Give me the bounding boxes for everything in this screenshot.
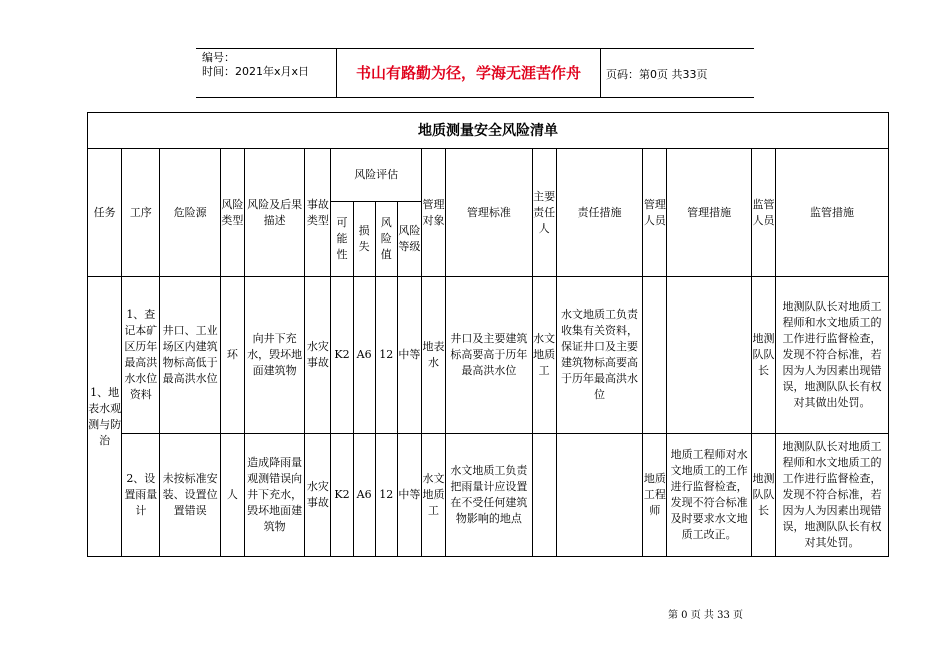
main-resp-cell: 水文地质工 [532,277,556,434]
page-footer: 第 0 页 共 33 页 [668,610,743,621]
table-title: 地质测量安全风险清单 [88,113,889,149]
header-hazard: 危险源 [160,149,220,277]
header-task: 任务 [88,149,122,277]
header-motto: 书山有路勤为径，学海无涯苦作舟 [337,49,601,97]
table-row [88,277,889,434]
possibility-cell: K2 [331,434,353,557]
risk-value-cell: 12 [375,277,397,434]
header-risk-assessment: 风险评估 [331,149,422,202]
task-cell: 1、地表水观测与防治 [88,277,122,557]
process-cell: 1、查记本矿区历年最高洪水水位资料 [122,277,160,434]
header-mgmt-object: 管理对象 [421,149,445,277]
process-cell: 2、设置雨量计 [122,434,160,557]
risk-table [87,112,889,557]
header-possibility: 可能性 [331,202,353,277]
risk-level-cell: 中等 [397,277,421,434]
header-loss: 损失 [353,202,375,277]
main-resp-cell [532,434,556,557]
loss-cell: A6 [353,277,375,434]
risk-type-cell: 人 [220,434,244,557]
header-mgmt-person: 管理人员 [643,149,667,277]
header-resp-measures: 责任措施 [556,149,643,277]
supervisor-cell: 地测队队长 [751,434,775,557]
header-mgmt-standard: 管理标准 [446,149,533,277]
supervision-measures-cell: 地测队队长对地质工程师和水文地质工的工作进行监督检查，发现不符合标准，若因为人为因素出现错误，地测队队长有权对其处罚。 [776,434,889,557]
resp-measures-cell: 水文地质工负责收集有关资料，保证井口及主要建筑物标高要高于历年最高洪水位 [556,277,643,434]
mgmt-object-cell: 地表水 [421,277,445,434]
consequence-cell: 向井下充水，毁坏地面建筑物 [244,277,304,434]
header-supervisor: 监管人员 [751,149,775,277]
accident-type-cell: 水灾事故 [305,434,331,557]
mgmt-standard-cell: 井口及主要建筑标高要高于历年最高洪水位 [446,277,533,434]
header-mgmt-measures: 管理措施 [667,149,752,277]
header-risk-level: 风险等级 [397,202,421,277]
number-label: 编号： [202,51,235,64]
possibility-cell: K2 [331,277,353,434]
risk-type-cell: 环 [220,277,244,434]
mgmt-person-cell [643,277,667,434]
mgmt-standard-cell: 水文地质工负责把雨量计应设置在不受任何建筑物影响的地点 [446,434,533,557]
header-accident-type: 事故类型 [305,149,331,277]
header-supervision-measures: 监管措施 [776,149,889,277]
header-main-resp: 主要责任人 [532,149,556,277]
header-process: 工序 [122,149,160,277]
loss-cell: A6 [353,434,375,557]
hazard-cell: 未按标准安装、设置位置错误 [160,434,220,557]
resp-measures-cell [556,434,643,557]
hazard-cell: 井口、工业场区内建筑物标高低于最高洪水位 [160,277,220,434]
header-meta [196,49,337,97]
supervisor-cell: 地测队队长 [751,277,775,434]
header-risk-value: 风险值 [375,202,397,277]
accident-type-cell: 水灾事故 [305,277,331,434]
table-row [88,434,889,557]
mgmt-measures-cell: 地质工程师对水文地质工的工作进行监督检查，发现不符合标准及时要求水文地质工改正。 [667,434,752,557]
mgmt-person-cell: 地质工程师 [643,434,667,557]
risk-level-cell: 中等 [397,434,421,557]
mgmt-measures-cell [667,277,752,434]
document-header [196,48,754,98]
supervision-measures-cell: 地测队队长对地质工程师和水文地质工的工作进行监督检查，发现不符合标准，若因为人为因素出现错误，地测队队长有权对其做出处罚。 [776,277,889,434]
time-label: 时间：2021年x月x日 [202,65,310,78]
page-label: 页码：第0页 共33页 [606,68,708,81]
risk-value-cell: 12 [375,434,397,557]
header-risk-type: 风险类型 [220,149,244,277]
mgmt-object-cell: 水文地质工 [421,434,445,557]
consequence-cell: 造成降雨量观测错误向井下充水，毁坏地面建筑物 [244,434,304,557]
header-consequence: 风险及后果描述 [244,149,304,277]
